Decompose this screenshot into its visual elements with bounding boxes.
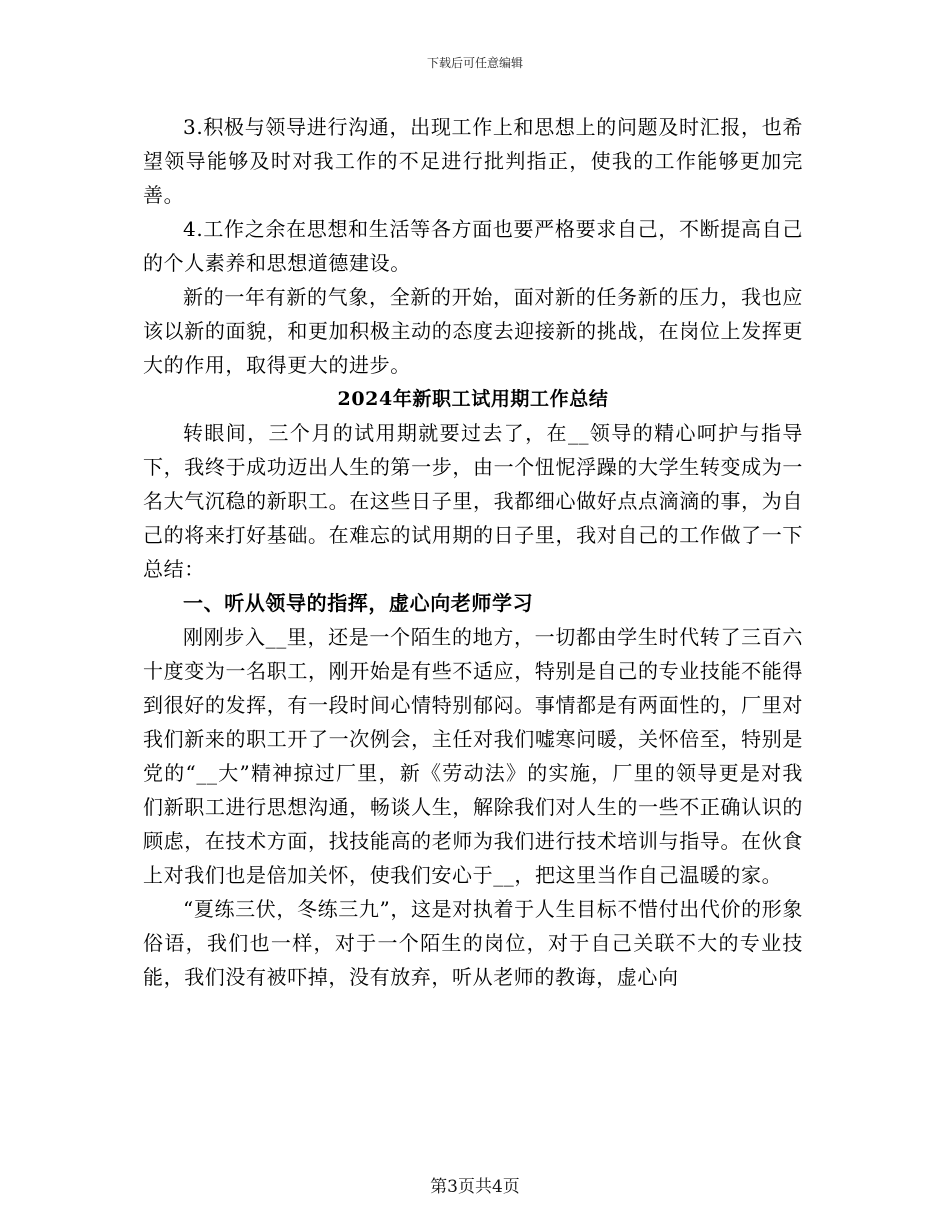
page-number: 第3页共4页 xyxy=(430,1177,520,1197)
document-title: 2024年新职工试用期工作总结 xyxy=(337,388,609,410)
header-note: 下载后可任意编辑 xyxy=(426,56,523,70)
section-heading-1: 一、听从领导的指挥，虚心向老师学习 xyxy=(183,591,534,615)
paragraph-intro: 转眼间，三个月的试用期就要过去了，在__领导的精心呵护与指导下，我终于成功迈出人生的第一步，由一个忸怩浮躁的大学生转变成为一名大气沉稳的新职工。在这些日子里，我都细心做好点点滴滴的事，为自己的将来打好基础。在难忘的试用期的日子里，我对自己的工作做了一下总结： xyxy=(143,421,803,581)
paragraph-new-year: 新的一年有新的气象，全新的开始，面对新的任务新的压力，我也应该以新的面貌，和更加积极主动的态度去迎接新的挑战，在岗位上发挥更大的作用，取得更大的进步。 xyxy=(143,285,803,377)
document-body xyxy=(143,110,803,994)
paragraph-4: 4.工作之余在思想和生活等各方面也要严格要求自己，不断提高自己的个人素养和思想道德建设。 xyxy=(143,217,803,275)
paragraph-section1: 刚刚步入__里，还是一个陌生的地方，一切都由学生时代转了三百六十度变为一名职工，刚开始是有些不适应，特别是自己的专业技能不能得到很好的发挥，有一段时间心情特别郁闷。事情都是有两面性的，厂里对我们新来的职工开了一次例会，主任对我们嘘寒问暖，关怀倍至，特别是党的“__大”精神掠过厂里，新《劳动法》的实施，厂里的领导更是对我们新职工进行思想沟通，畅谈人生，解除我们对人生的一些不正确认识的顾虑，在技术方面，找技能高的老师为我们进行技术培训与指导。在伙食上对我们也是倍加关怀，使我们安心于__，把这里当作自己温暖的家。 xyxy=(143,625,803,887)
paragraph-proverb: “夏练三伏，冬练三九”，这是对执着于人生目标不惜付出代价的形象俗语，我们也一样，对于一个陌生的岗位，对于自己关联不大的专业技能，我们没有被吓掉，没有放弃，听从老师的教诲，虚心向 xyxy=(143,897,803,989)
paragraph-3: 3.积极与领导进行沟通，出现工作上和思想上的问题及时汇报，也希望领导能够及时对我工作的不足进行批判指正，使我的工作能够更加完善。 xyxy=(143,115,803,207)
